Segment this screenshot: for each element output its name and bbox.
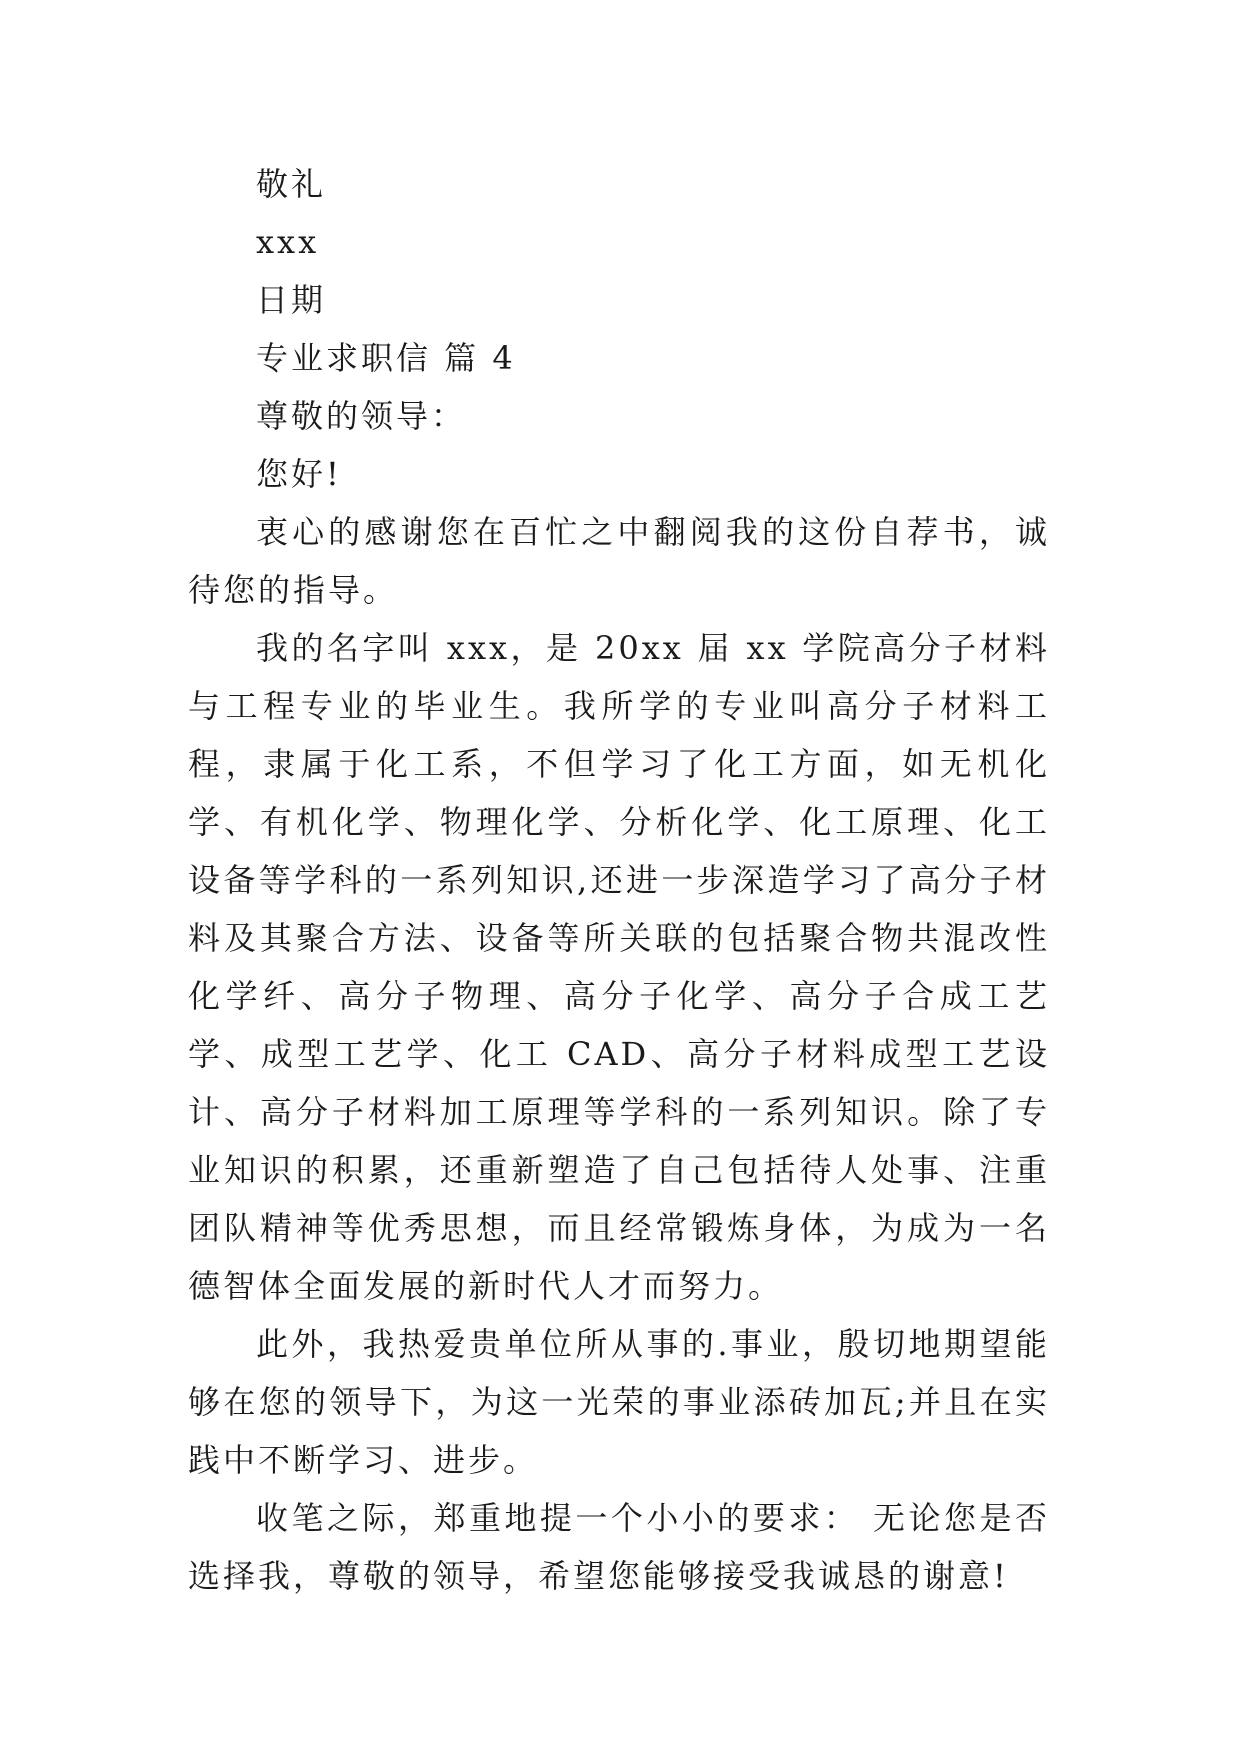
signature-line: xxx [256,223,320,261]
section-title: 专业求职信 篇 4 [256,339,516,377]
closing-line: 敬礼 [256,165,327,203]
paragraph-background: 我的名字叫 xxx，是 20xx 届 xx 学院高分子材料与工程专业的毕业生。我所学的专业叫高分子材料工程，隶属于化工系，不但学习了化工方面，如无机化学、有机化学、物理化学、分析化学、化工原理、化工设备等学科的一系列知识,还进一步深造学习了高分子材料及其聚合方法、设备等所关联的包括聚合物共混改性化学纤、高分子物理、高分子化学、高分子合成工艺学、成型工艺学、化工 CAD、高分子材料成型工艺设计、高分子材料加工原理等学科的一系列知识。除了专业知识的积累，还重新塑造了自己包括待人处事、注重团队精神等优秀思想，而且经常锻炼身体，为成为一名德智体全面发展的新时代人才而努力。 [188,629,1050,1305]
salutation: 尊敬的领导： [256,397,467,435]
paragraph-aspiration: 此外，我热爱贵单位所从事的.事业，殷切地期望能够在您的领导下，为这一光荣的事业添砖加瓦;并且在实践中不断学习、进步。 [188,1325,1050,1479]
paragraph-closing: 收笔之际，郑重地提一个小小的要求： 无论您是否选择我，尊敬的领导，希望您能够接受我诚恳的谢意! [188,1499,1050,1595]
letter-body [188,155,1050,1605]
greeting: 您好! [256,455,342,493]
date-line: 日期 [256,281,327,319]
paragraph-thanks: 衷心的感谢您在百忙之中翻阅我的这份自荐书，诚待您的指导。 [188,513,1050,609]
